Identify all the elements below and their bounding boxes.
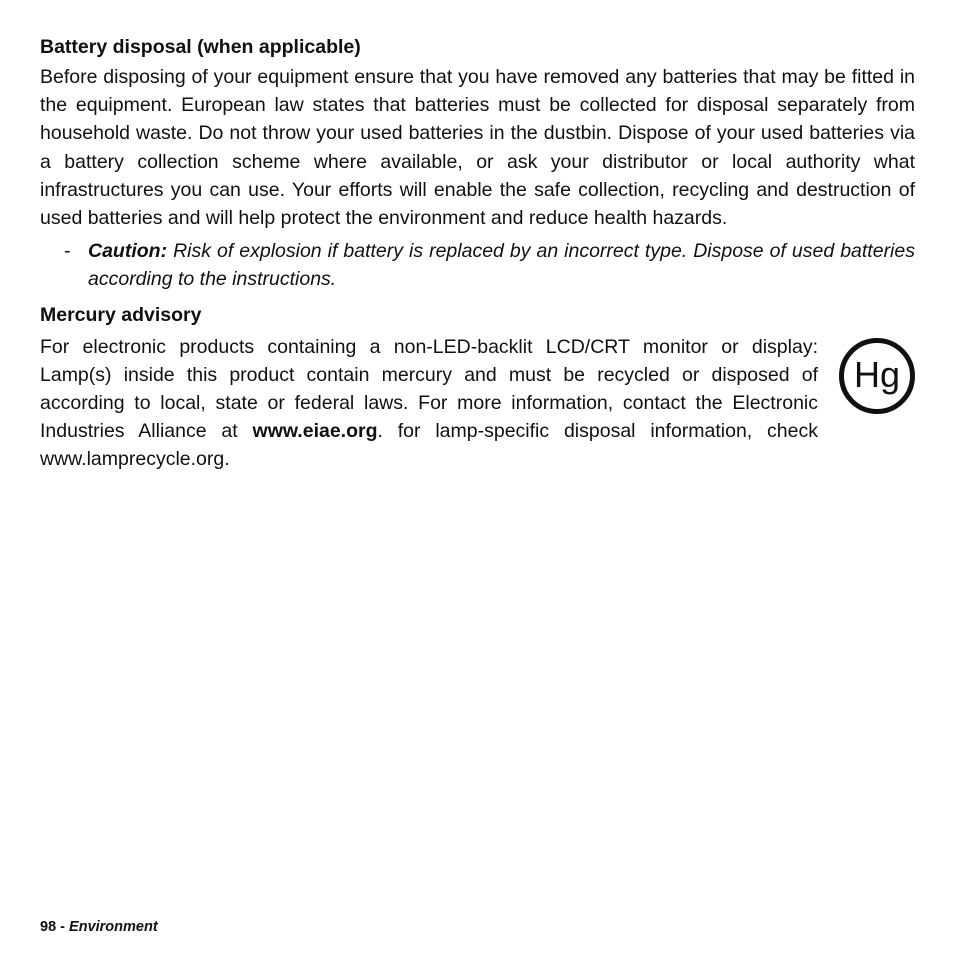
page-footer [40,918,158,936]
footer-section-name: Environment [69,919,158,935]
mercury-advisory-heading: Mercury advisory [40,303,202,326]
hg-logo-text: Hg [853,353,901,395]
battery-disposal-body: Before disposing of your equipment ensure that you have removed any batteries that may be fitted in the equipment. European law states that batteries must be collected for disposal separately from household waste. Do not throw your used batteries in the dustbin. Dispose of your used batteries via a battery collection scheme where available, or ask your distributor or local authority what infrastructures you can use. Your efforts will enable the safe collection, recycling and destruction of used batteries and will help protect the environment and reduce health hazards. [40,66,915,230]
page-number: 98 [40,919,57,935]
mercury-hg-icon [838,337,916,415]
eiae-link: www.eiae.org [252,420,378,443]
caution-bullet-item [40,237,915,293]
caution-label: Caution: [88,240,168,263]
mercury-text-after-link: . for lamp-specific disposal information, check www.lamprecycle.org. [40,420,818,471]
battery-disposal-heading: Battery disposal (when applicable) [40,36,361,58]
caution-text: Risk of explosion if battery is replaced by an incorrect type. Dispose of used batteries according to the instructions. [88,240,915,291]
mercury-advisory-block [40,333,915,474]
document-page [40,33,915,474]
mercury-advisory-body [40,333,818,474]
mercury-text-before-link: For electronic products containing a non-LED-backlit LCD/CRT monitor or display: Lamp(s) inside this product contain mercury and must be recycled or disposed of according to local, state or federal laws. For more information, contact the Electronic Industries Alliance at [40,335,818,443]
bullet-dash: - [64,240,71,263]
footer-separator: - [60,919,66,935]
